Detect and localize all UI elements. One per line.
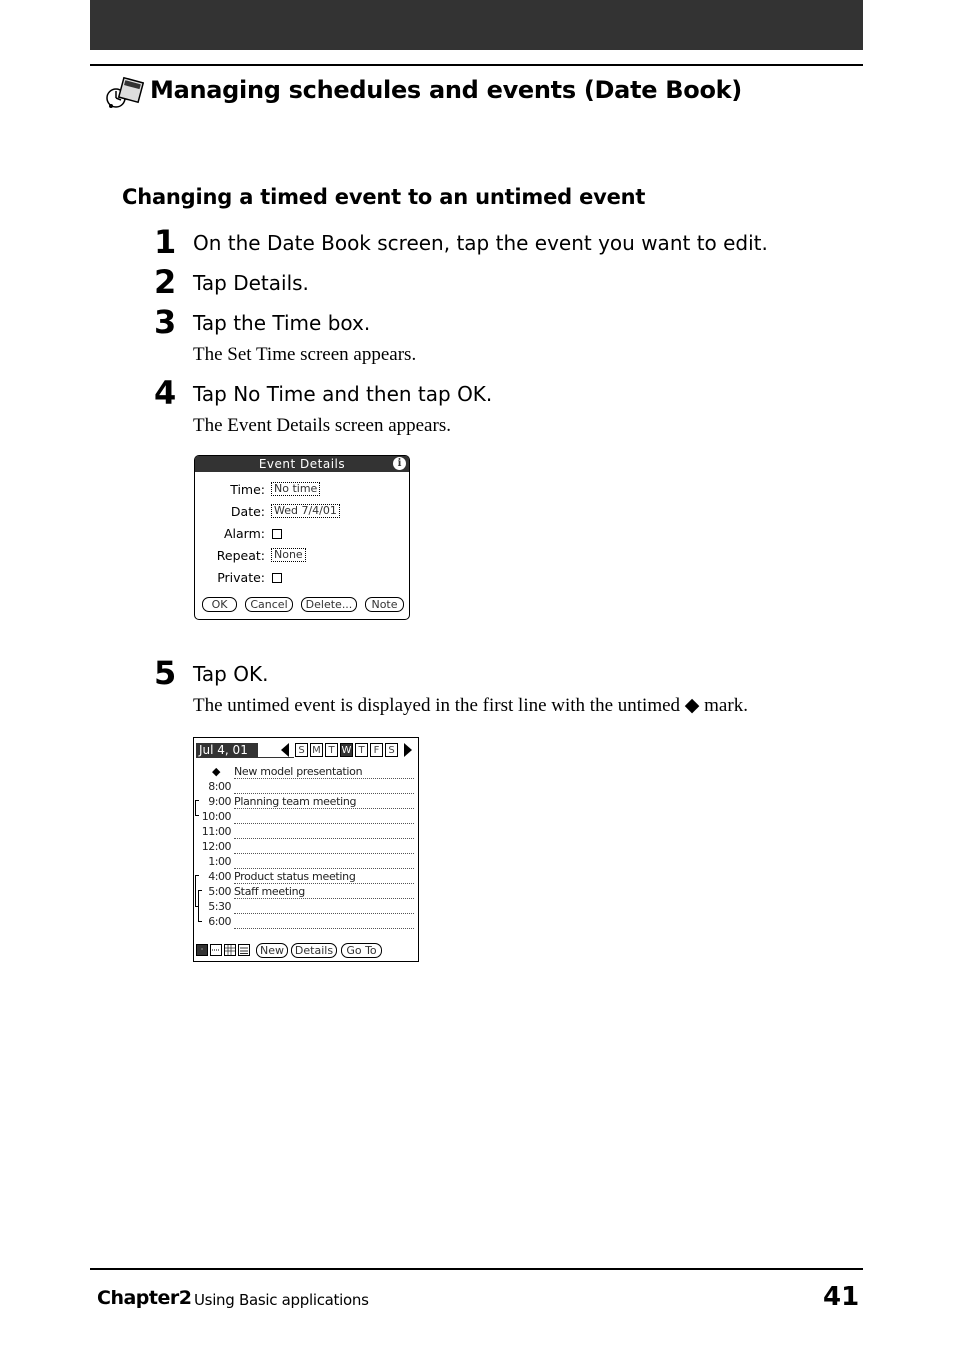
footer-rule bbox=[90, 1268, 863, 1270]
private-label: Private: bbox=[217, 570, 265, 585]
repeat-label: Repeat: bbox=[216, 548, 265, 563]
step-number: 2 bbox=[154, 263, 177, 301]
step-text: Tap the Time box. bbox=[193, 311, 371, 335]
slot-line[interactable] bbox=[234, 810, 414, 824]
time-label: 5:30 bbox=[208, 900, 231, 913]
top-banner bbox=[90, 0, 863, 50]
cancel-button[interactable]: Cancel bbox=[245, 597, 293, 612]
time-label: Time: bbox=[230, 482, 265, 497]
event-duration-bracket bbox=[198, 890, 202, 922]
slot-event[interactable]: Product status meeting bbox=[234, 870, 356, 883]
time-label: 4:00 bbox=[208, 870, 231, 883]
time-label: 6:00 bbox=[208, 915, 231, 928]
date-label: Date: bbox=[230, 504, 265, 519]
time-field[interactable]: No time bbox=[271, 482, 320, 496]
slot-event[interactable]: Staff meeting bbox=[234, 885, 305, 898]
event-duration-bracket bbox=[195, 800, 199, 816]
header-rule bbox=[90, 64, 863, 66]
time-label: 8:00 bbox=[208, 780, 231, 793]
details-button[interactable]: Details bbox=[291, 943, 337, 958]
day-view-icon[interactable]: · bbox=[196, 944, 208, 956]
chapter-label: Chapter2 bbox=[97, 1287, 192, 1309]
time-label: 11:00 bbox=[201, 825, 231, 838]
repeat-field[interactable]: None bbox=[271, 548, 306, 562]
title-underline bbox=[256, 757, 294, 758]
alarm-label: Alarm: bbox=[224, 526, 265, 541]
weekday-sunday[interactable]: S bbox=[295, 743, 308, 757]
section-title: Changing a timed event to an untimed event bbox=[122, 185, 646, 209]
date-book-day-view bbox=[193, 737, 419, 962]
slot-line[interactable] bbox=[234, 855, 414, 869]
dialog-title: Event Details bbox=[195, 456, 409, 472]
page-number: 41 bbox=[823, 1282, 860, 1312]
date-field[interactable]: Wed 7/4/01 bbox=[271, 504, 340, 518]
time-label: 5:00 bbox=[208, 885, 231, 898]
private-checkbox[interactable] bbox=[272, 573, 282, 583]
weekday-wednesday[interactable]: W bbox=[341, 745, 352, 756]
datebook-icon bbox=[104, 76, 144, 110]
untimed-mark-icon: ◆ bbox=[212, 765, 221, 778]
time-label: 10:00 bbox=[201, 810, 231, 823]
info-icon[interactable]: i bbox=[393, 457, 406, 470]
page-title: Managing schedules and events (Date Book) bbox=[150, 76, 742, 104]
step-number: 4 bbox=[154, 374, 177, 412]
step-text: Tap Details. bbox=[193, 271, 309, 295]
note-button[interactable]: Note bbox=[365, 597, 404, 612]
delete-button[interactable]: Delete... bbox=[301, 597, 357, 612]
weekday-saturday[interactable]: S bbox=[385, 743, 398, 757]
step-note: The Set Time screen appears. bbox=[193, 344, 417, 365]
step-text: On the Date Book screen, tap the event you want to edit. bbox=[193, 231, 768, 255]
alarm-checkbox[interactable] bbox=[272, 529, 282, 539]
slot-line[interactable] bbox=[234, 825, 414, 839]
chapter-title: Using Basic applications bbox=[194, 1291, 369, 1309]
date-title: Jul 4, 01 bbox=[196, 743, 258, 758]
step-text: Tap OK. bbox=[193, 662, 269, 686]
agenda-view-icon[interactable] bbox=[238, 944, 250, 956]
weekday-friday[interactable]: F bbox=[370, 743, 383, 757]
go-to-button[interactable]: Go To bbox=[341, 943, 382, 958]
step-note: The untimed event is displayed in the first line with the untimed ◆ mark. bbox=[193, 695, 748, 716]
time-label: 9:00 bbox=[208, 795, 231, 808]
slot-line[interactable] bbox=[234, 900, 414, 914]
slot-line[interactable] bbox=[234, 780, 414, 794]
ok-button[interactable]: OK bbox=[202, 597, 237, 612]
untimed-event[interactable]: New model presentation bbox=[234, 765, 363, 778]
next-week-arrow-icon[interactable] bbox=[404, 743, 412, 757]
slot-line[interactable] bbox=[234, 840, 414, 854]
slot-line[interactable] bbox=[234, 915, 414, 929]
step-text: Tap No Time and then tap OK. bbox=[193, 382, 493, 406]
time-label: 12:00 bbox=[201, 840, 231, 853]
new-button[interactable]: New bbox=[256, 943, 288, 958]
weekday-thursday[interactable]: T bbox=[355, 743, 368, 757]
weekday-monday[interactable]: M bbox=[310, 743, 323, 757]
week-view-icon[interactable] bbox=[210, 944, 222, 956]
month-view-icon[interactable] bbox=[224, 944, 236, 956]
previous-week-arrow-icon[interactable] bbox=[281, 743, 289, 757]
event-details-dialog bbox=[194, 455, 410, 620]
time-label: 1:00 bbox=[208, 855, 231, 868]
weekday-tuesday[interactable]: T bbox=[325, 743, 338, 757]
slot-event[interactable]: Planning team meeting bbox=[234, 795, 357, 808]
step-number: 5 bbox=[154, 654, 177, 692]
step-number: 3 bbox=[154, 303, 177, 341]
step-number: 1 bbox=[154, 223, 177, 261]
step-note: The Event Details screen appears. bbox=[193, 415, 451, 436]
